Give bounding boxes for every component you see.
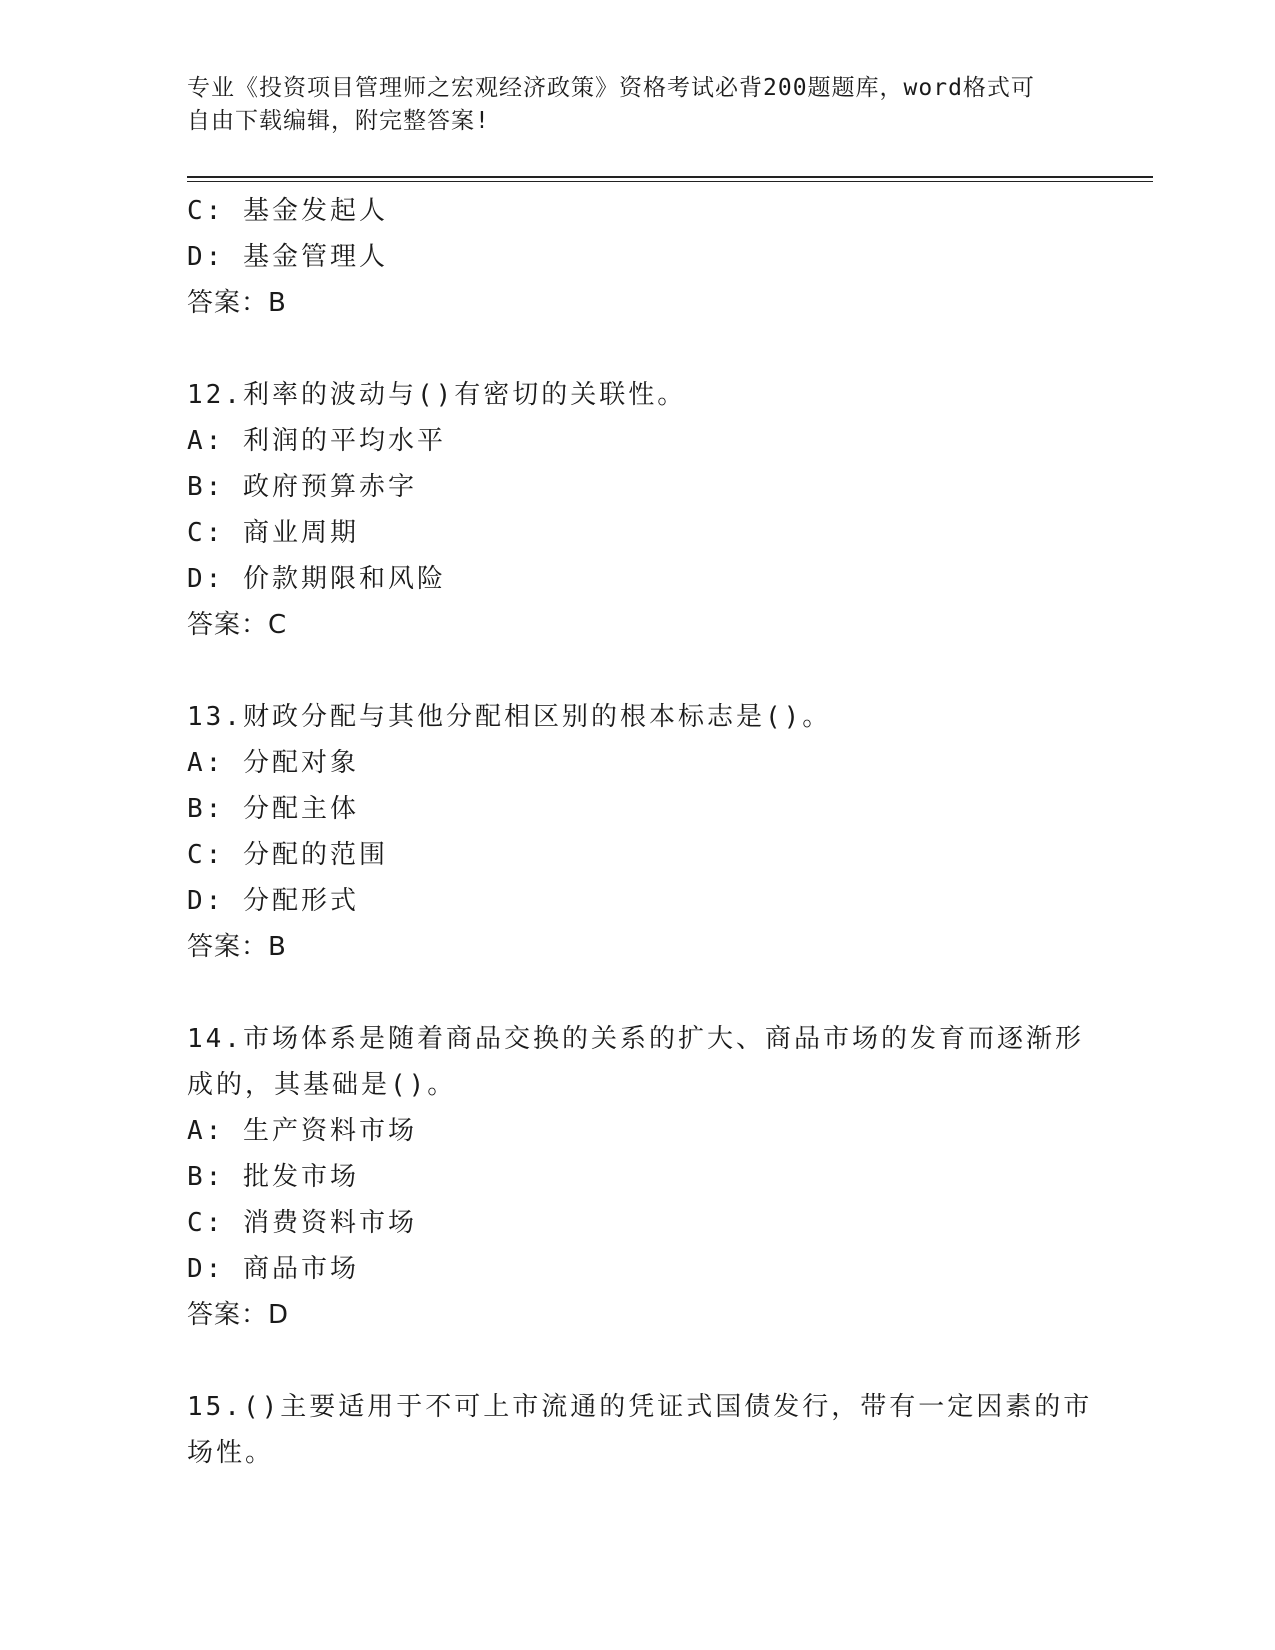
spacer (187, 970, 1087, 1016)
spacer (187, 326, 1087, 372)
option-d: D: 价款期限和风险 (187, 564, 446, 594)
question-text-line1: 14.市场体系是随着商品交换的关系的扩大、商品市场的发育而逐渐形 (187, 1024, 1084, 1054)
option-b: B: 分配主体 (187, 794, 359, 824)
question-text-line2: 场性。 (187, 1438, 275, 1468)
answer-line: 答案：D (187, 1300, 290, 1330)
option-c: C: 消费资料市场 (187, 1208, 417, 1238)
answer-line: 答案：C (187, 610, 288, 640)
option-a: A: 生产资料市场 (187, 1116, 417, 1146)
question-text-line2: 成的，其基础是()。 (187, 1070, 457, 1100)
option-d: D: 基金管理人 (187, 242, 388, 272)
question-text: 12.利率的波动与()有密切的关联性。 (187, 380, 687, 410)
header-title-line2: 自由下载编辑，附完整答案! (187, 108, 490, 134)
header-title-line1: 专业《投资项目管理师之宏观经济政策》资格考试必背200题题库，word格式可 (187, 75, 1035, 101)
answer-line: 答案：B (187, 932, 287, 962)
option-a: A: 利润的平均水平 (187, 426, 446, 456)
header-divider-bottom (187, 181, 1153, 182)
option-c: C: 商业周期 (187, 518, 359, 548)
spacer (187, 1338, 1087, 1384)
question-text: 13.财政分配与其他分配相区别的根本标志是()。 (187, 702, 832, 732)
header-divider-top (187, 176, 1153, 178)
document-header (187, 72, 1067, 138)
option-d: D: 分配形式 (187, 886, 359, 916)
option-c: C: 分配的范围 (187, 840, 388, 870)
option-c: C: 基金发起人 (187, 196, 388, 226)
option-d: D: 商品市场 (187, 1254, 359, 1284)
question-text-line1: 15.()主要适用于不可上市流通的凭证式国债发行，带有一定因素的市 (187, 1392, 1093, 1422)
answer-line: 答案：B (187, 288, 287, 318)
option-a: A: 分配对象 (187, 748, 359, 778)
spacer (187, 648, 1087, 694)
document-body (187, 188, 1093, 1476)
option-b: B: 政府预算赤字 (187, 472, 417, 502)
option-b: B: 批发市场 (187, 1162, 359, 1192)
